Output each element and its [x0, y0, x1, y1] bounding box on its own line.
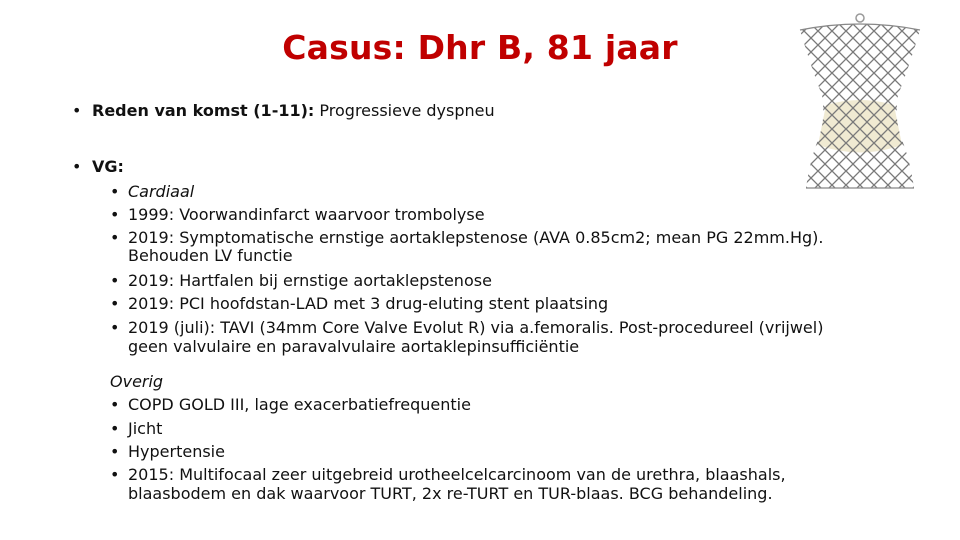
bullet: • [110, 465, 120, 484]
slide-title: Casus: Dhr B, 81 jaar [282, 28, 678, 67]
cardiac-item-continuation: geen valvulaire en paravalvulaire aortaklepinsufficiëntie [128, 337, 580, 356]
valve-stent-image [790, 10, 930, 190]
reason-line [92, 100, 495, 122]
bullet: • [110, 395, 120, 414]
bullet: • [110, 442, 120, 461]
bullet: • [110, 182, 120, 201]
bullet: • [72, 101, 82, 120]
other-heading: Overig [110, 372, 164, 391]
cardiac-item-continuation: Behouden LV functie [128, 246, 293, 265]
bullet: • [110, 294, 120, 313]
other-item-continuation: blaasbodem en dak waarvoor TURT, 2x re-TURT en TUR-blaas. BCG behandeling. [128, 484, 773, 503]
cardiac-item: 2019: Symptomatische ernstige aortaklepstenose (AVA 0.85cm2; mean PG 22mm.Hg). [128, 228, 824, 247]
other-item: COPD GOLD III, lage exacerbatiefrequentie [128, 395, 471, 414]
bullet: • [110, 318, 120, 337]
other-item: 2015: Multifocaal zeer uitgebreid urotheelcelcarcinoom van de urethra, blaashals, [128, 465, 786, 484]
vg-label: VG: [92, 157, 124, 176]
cardiac-item: 1999: Voorwandinfarct waarvoor trombolyse [128, 205, 485, 224]
cardiac-item: 2019 (juli): TAVI (34mm Core Valve Evolut R) via a.femoralis. Post-procedureel (vrijwel) [128, 318, 824, 337]
reason-label: Reden van komst (1-11): [92, 101, 315, 120]
bullet: • [72, 157, 82, 176]
cardiac-item: 2019: Hartfalen bij ernstige aortaklepstenose [128, 271, 492, 290]
bullet: • [110, 228, 120, 247]
cardiac-heading: Cardiaal [128, 182, 195, 201]
bullet: • [110, 419, 120, 438]
cardiac-item: 2019: PCI hoofdstan-LAD met 3 drug-eluting stent plaatsing [128, 294, 609, 313]
reason-text: Progressieve dyspneu [314, 101, 495, 120]
other-item: Jicht [128, 419, 163, 438]
bullet: • [110, 205, 120, 224]
bullet: • [110, 271, 120, 290]
other-item: Hypertensie [128, 442, 225, 461]
